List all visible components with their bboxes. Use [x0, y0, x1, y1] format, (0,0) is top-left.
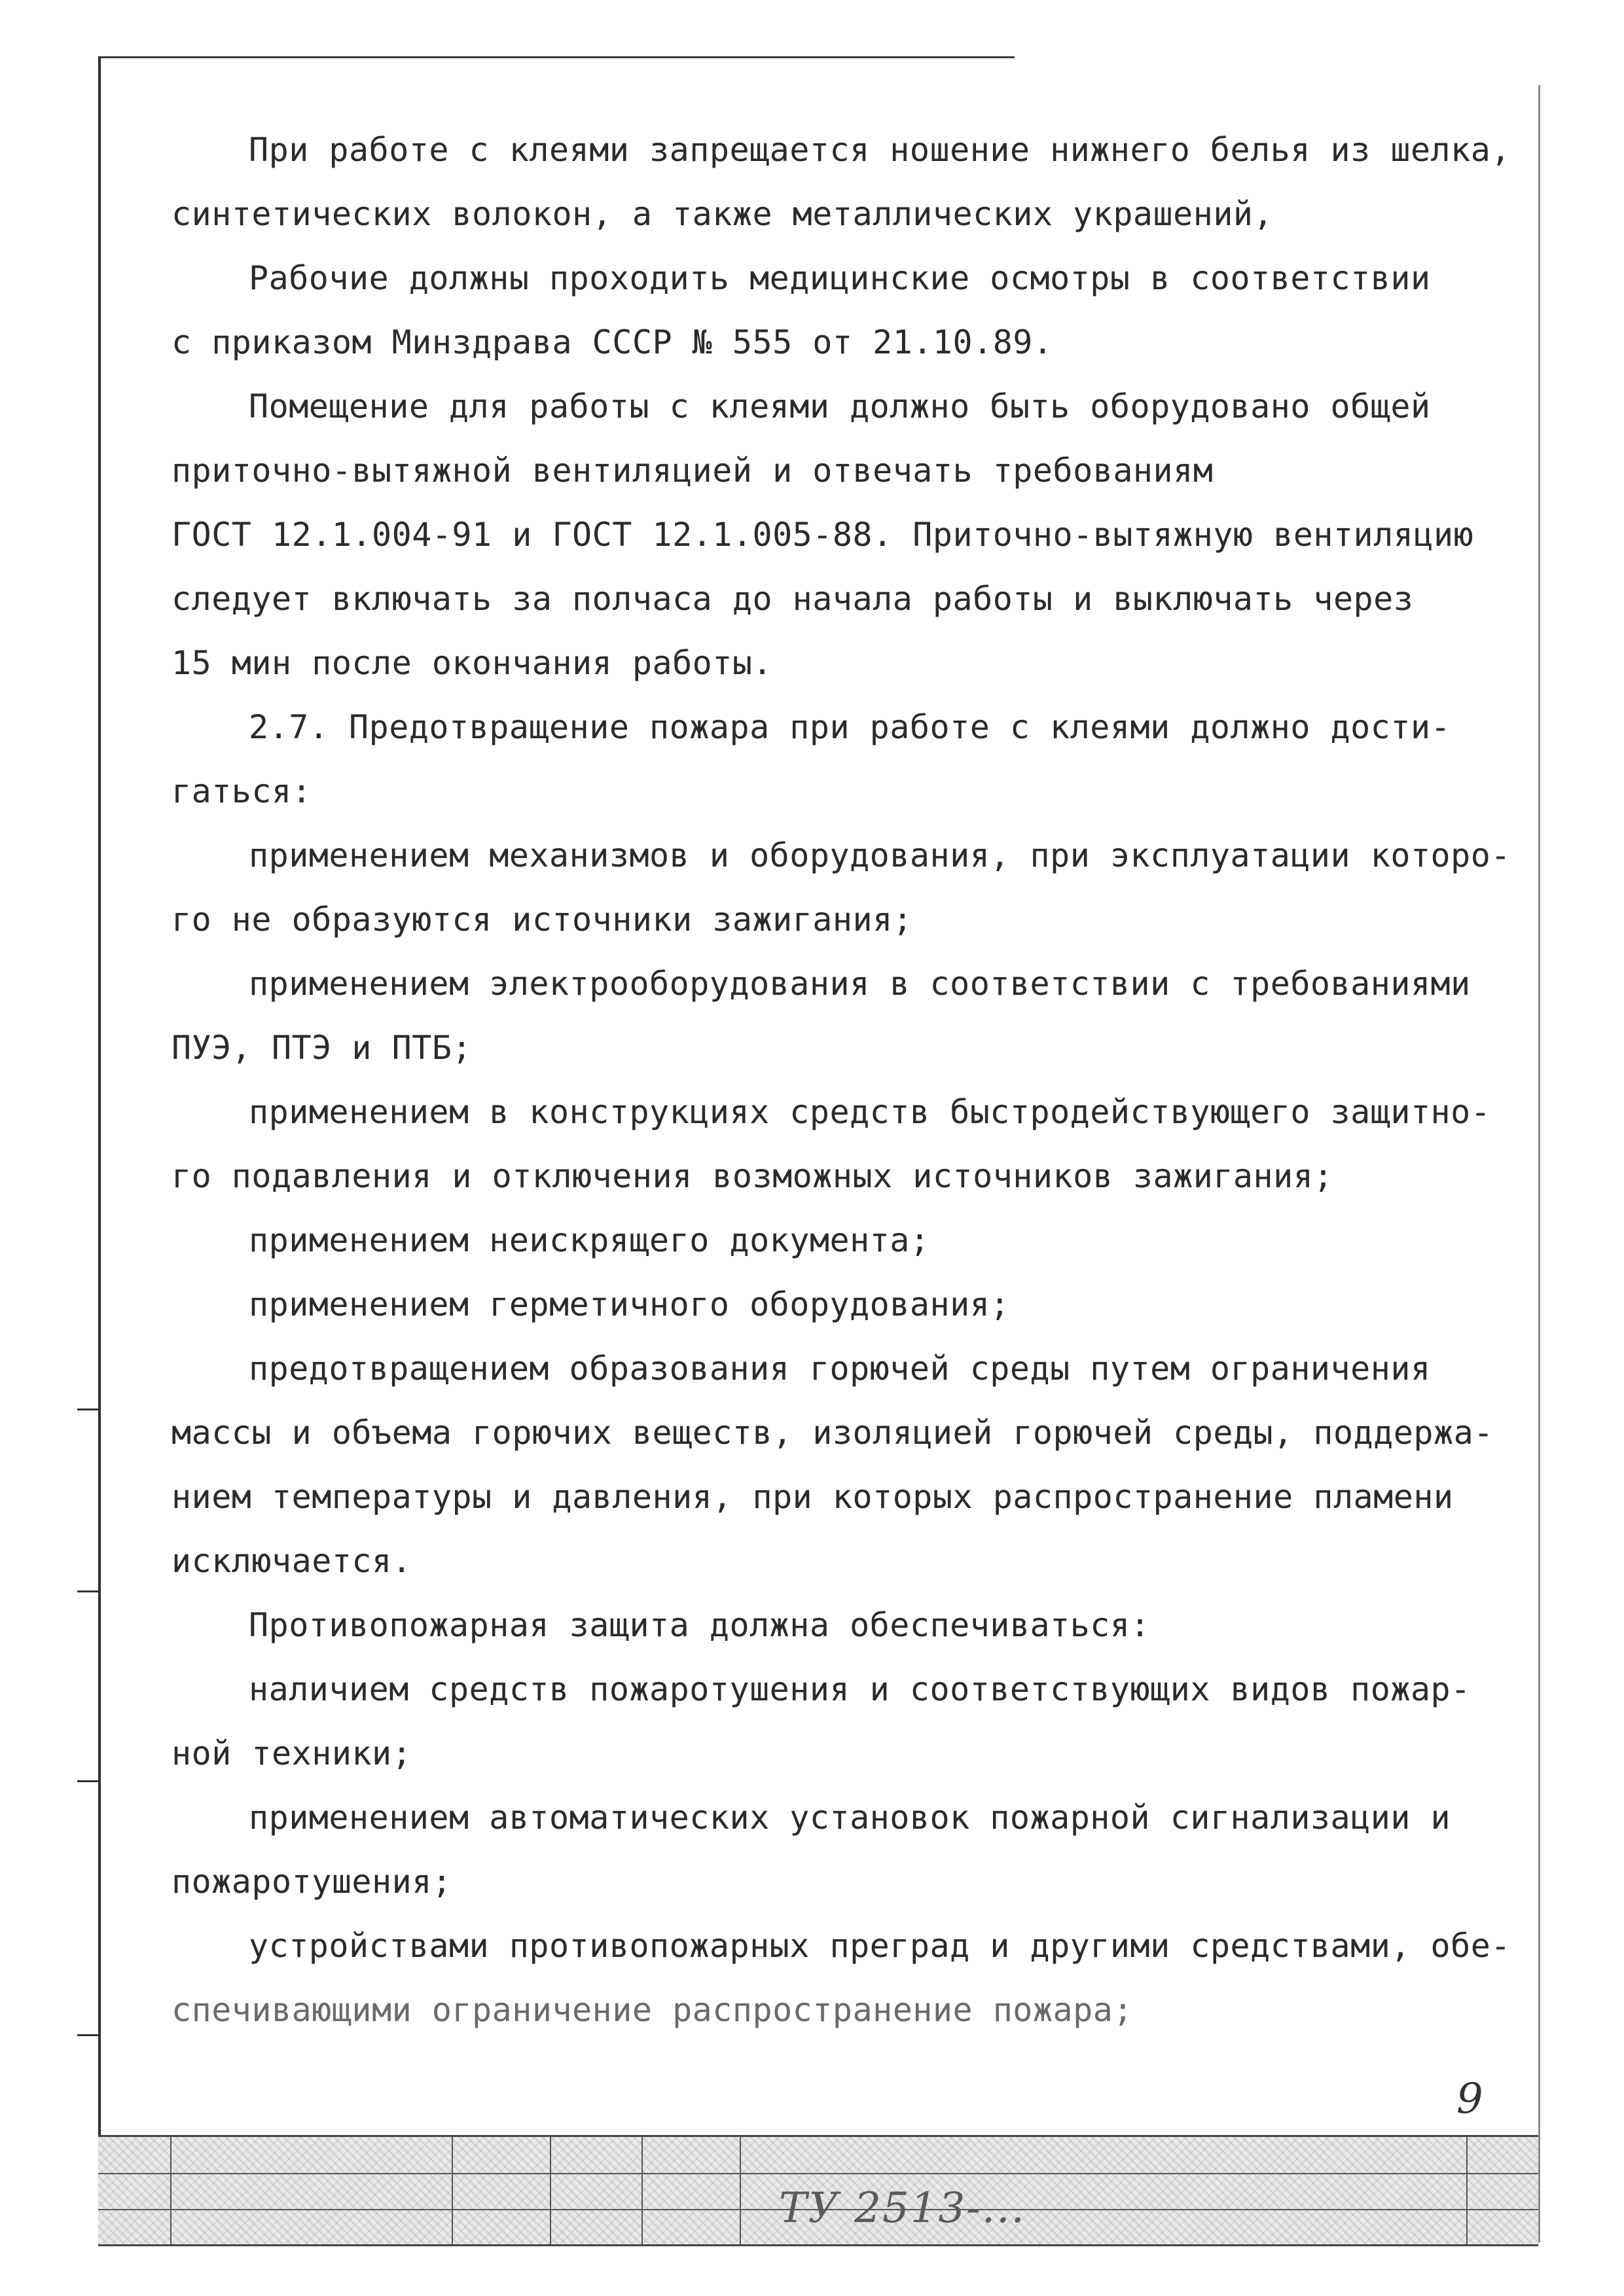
page-number: 9: [1456, 2075, 1483, 2123]
text-line: го подавления и отключения возможных источников зажигания;: [171, 1157, 1333, 1195]
title-block-stamp: [98, 2135, 1538, 2246]
text-line: применением электрооборудования в соответствии с требованиями: [249, 965, 1471, 1003]
text-line: го не образуются источники зажигания;: [171, 901, 913, 939]
page-frame-right: [1538, 85, 1540, 2242]
text-line: применением автоматических установок пожарной сигнализации и: [249, 1799, 1451, 1837]
margin-tick: [77, 1780, 99, 1782]
document-body: [171, 118, 1520, 2042]
text-line: спечивающими ограничение распространение пожара;: [171, 1991, 1133, 2029]
text-line: предотвращением образования горючей среды путем ограничения: [249, 1350, 1431, 1388]
text-line: пожаротушения;: [171, 1863, 452, 1901]
page-frame-left: [98, 56, 101, 2242]
text-line: следует включать за полчаса до начала работы и выключать через: [171, 580, 1414, 618]
text-line: Рабочие должны проходить медицинские осмотры в соответствии: [249, 259, 1431, 297]
text-line: устройствами противопожарных преград и другими средствами, обе-: [249, 1927, 1511, 1965]
stamp-column-line: [550, 2137, 551, 2244]
text-line: гаться:: [171, 772, 312, 810]
text-line: применением механизмов и оборудования, при эксплуатации которо-: [249, 836, 1511, 874]
text-line: массы и объема горючих веществ, изоляцией горючей среды, поддержа-: [171, 1414, 1494, 1452]
text-line: наличием средств пожаротушения и соответствующих видов пожар-: [249, 1670, 1471, 1708]
text-line: нием температуры и давления, при которых распространение пламени: [171, 1478, 1454, 1516]
page-frame-top: [98, 56, 1015, 58]
stamp-column-line: [641, 2137, 643, 2244]
text-line: с приказом Минздрава СССР № 555 от 21.10.89.: [171, 323, 1053, 361]
margin-tick: [77, 1408, 99, 1410]
text-line: применением герметичного оборудования;: [249, 1285, 1010, 1323]
text-line: приточно-вытяжной вентиляцией и отвечать требованиям: [171, 452, 1214, 490]
text-line: синтетических волокон, а также металлических украшений,: [171, 195, 1274, 233]
margin-tick: [77, 1590, 99, 1592]
stamp-column-line: [1466, 2137, 1468, 2244]
stamp-column-line: [170, 2137, 171, 2244]
margin-tick: [77, 2034, 99, 2036]
text-line: Помещение для работы с клеями должно быть оборудовано общей: [249, 387, 1431, 425]
text-line: применением в конструкциях средств быстродействующего защитно-: [249, 1093, 1491, 1131]
text-line: ПУЭ, ПТЭ и ПТБ;: [171, 1029, 473, 1067]
stamp-row-line: [98, 2173, 1538, 2174]
stamp-column-line: [452, 2137, 453, 2244]
document-code: ТУ 2513-...: [779, 2184, 1026, 2233]
text-line: 2.7. Предотвращение пожара при работе с клеями должно дости-: [249, 708, 1451, 746]
stamp-column-line: [740, 2137, 741, 2244]
text-line: ГОСТ 12.1.004-91 и ГОСТ 12.1.005-88. Приточно-вытяжную вентиляцию: [171, 516, 1474, 554]
text-line: При работе с клеями запрещается ношение нижнего белья из шелка,: [249, 131, 1511, 169]
text-line: Противопожарная защита должна обеспечиваться:: [249, 1606, 1151, 1644]
text-line: 15 мин после окончания работы.: [171, 644, 773, 682]
text-line: исключается.: [171, 1542, 412, 1580]
text-line: ной техники;: [171, 1734, 412, 1772]
text-line: применением неискрящего документа;: [249, 1221, 930, 1259]
